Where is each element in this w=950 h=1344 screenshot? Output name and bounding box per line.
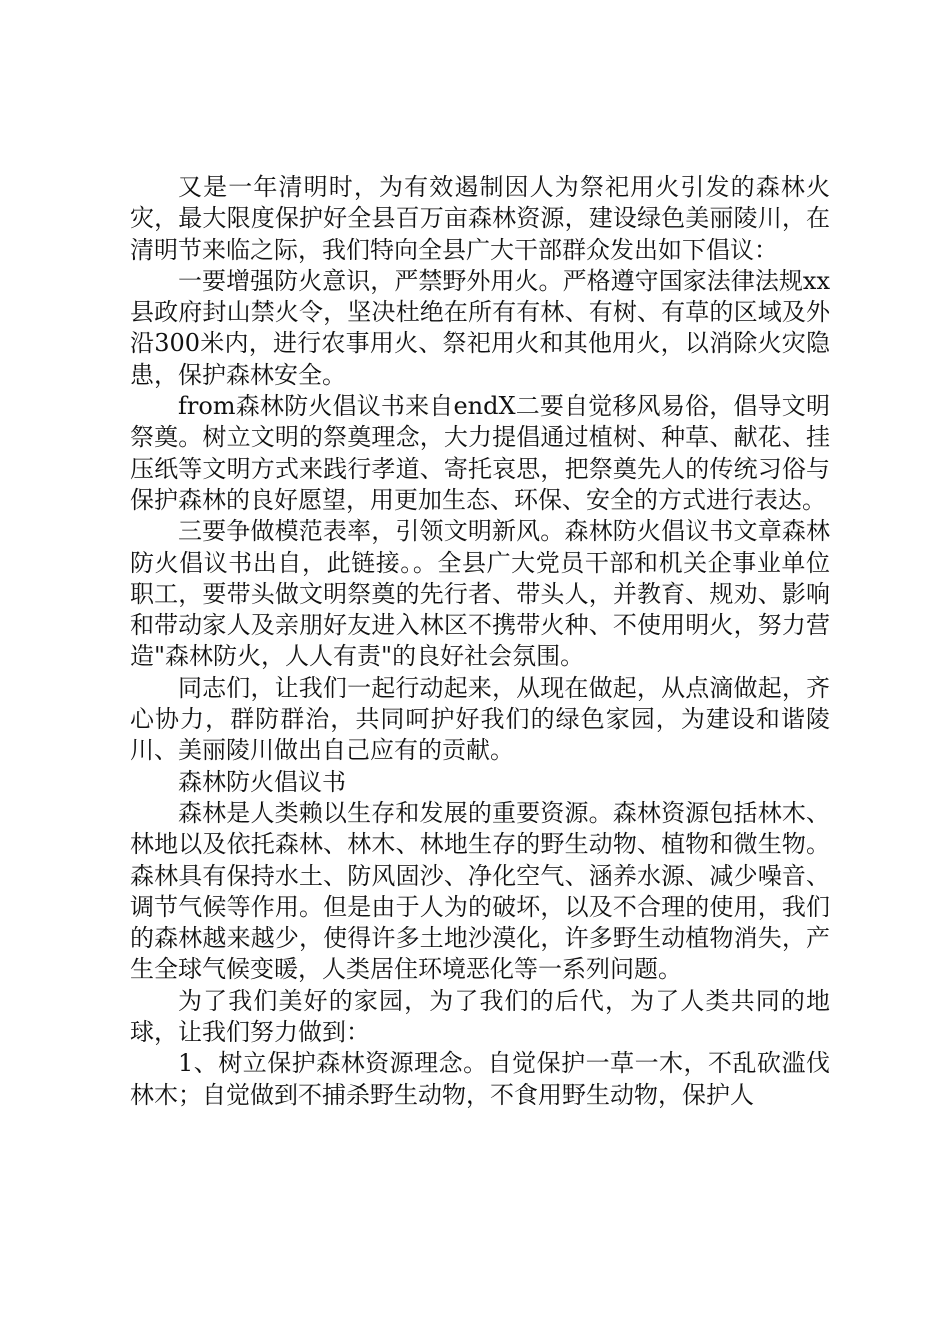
paragraph-point-3: 三要争做模范表率，引领文明新风。森林防火倡议书文章森林防火倡议书出自，此链接。。全县广大党员干部和机关企事业单位职工，要带头做文明祭奠的先行者、带头人，并教育、规劝、影响和带动家人及亲朋好友进入林区不携带火种、不使用明火，努力营造"森林防火，人人有责"的良好社会氛围。 bbox=[130, 517, 830, 671]
paragraph-point-1: 一要增强防火意识，严禁野外用火。严格遵守国家法律法规xx县政府封山禁火令，坚决杜绝在所有有林、有树、有草的区域及外沿300米内，进行农事用火、祭祀用火和其他用火，以消除火灾隐患，保护森林安全。 bbox=[130, 266, 830, 389]
paragraph-for-our-home: 为了我们美好的家园，为了我们的后代，为了人类共同的地球，让我们努力做到： bbox=[130, 986, 830, 1047]
paragraph-intro: 又是一年清明时，为有效遏制因人为祭祀用火引发的森林火灾，最大限度保护好全县百万亩森林资源，建设绿色美丽陵川，在清明节来临之际，我们特向全县广大干部群众发出如下倡议： bbox=[130, 173, 830, 264]
paragraph-closing: 同志们，让我们一起行动起来，从现在做起，从点滴做起，齐心协力，群防群治，共同呵护好我们的绿色家园，为建设和谐陵川、美丽陵川做出自己应有的贡献。 bbox=[130, 673, 830, 765]
document-page bbox=[130, 172, 830, 1111]
paragraph-forest-importance: 森林是人类赖以生存和发展的重要资源。森林资源包括林木、林地以及依托森林、林木、林地生存的野生动物、植物和微生物。森林具有保持水土、防风固沙、净化空气、涵养水源、减少噪音、调节气候等作用。但是由于人为的破坏，以及不合理的使用，我们的森林越来越少，使得许多土地沙漠化，许多野生动植物消失，产生全球气候变暖，人类居住环境恶化等一系列问题。 bbox=[130, 798, 830, 984]
section-title: 森林防火倡议书 bbox=[178, 767, 346, 796]
paragraph-item-1: 1、树立保护森林资源理念。自觉保护一草一木，不乱砍滥伐林木；自觉做到不捕杀野生动物，不食用野生动物，保护人 bbox=[130, 1049, 830, 1109]
paragraph-point-2: from森林防火倡议书来自endX二要自觉移风易俗，倡导文明祭奠。树立文明的祭奠理念，大力提倡通过植树、种草、献花、挂压纸等文明方式来践行孝道、寄托哀思，把祭奠先人的传统习俗与保护森林的良好愿望，用更加生态、环保、安全的方式进行表达。 bbox=[130, 392, 830, 514]
